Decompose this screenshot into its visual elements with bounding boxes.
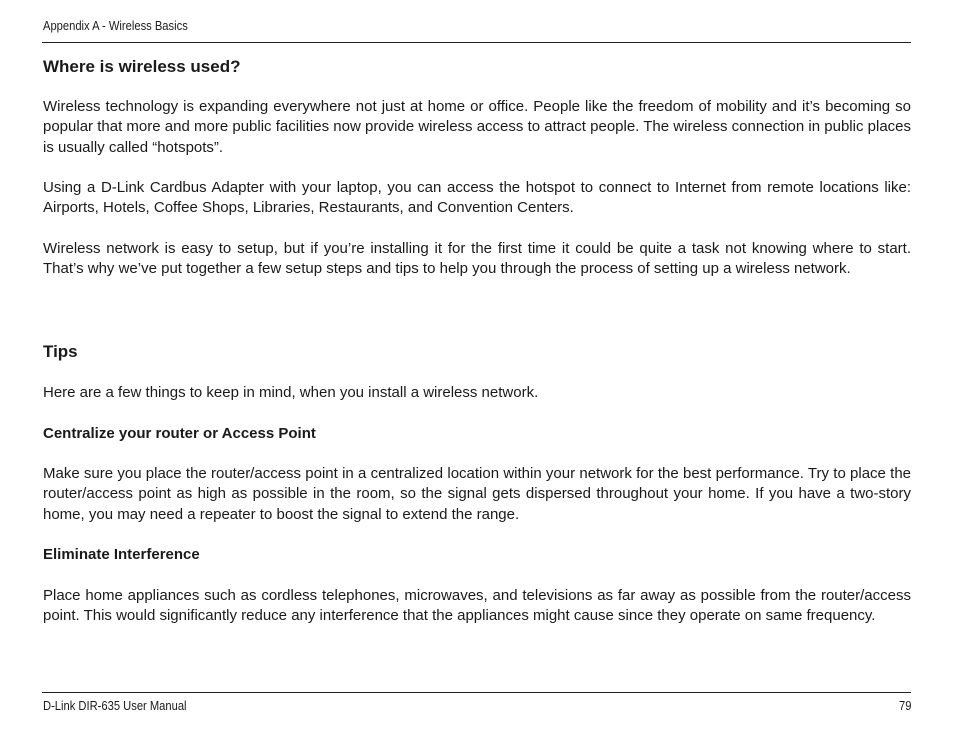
paragraph-wireless-expanding: Wireless technology is expanding everywhere not just at home or office. People like the freedom of mobility and it’s becoming so popular that more and more public facilities now provide wireless access to attract people. The wireless connection in public places is usually called “hotspots”. (43, 98, 911, 156)
heading-interference: Eliminate Interference (43, 546, 200, 563)
running-header: Appendix A - Wireless Basics (43, 18, 188, 33)
paragraph-tips-intro: Here are a few things to keep in mind, when you install a wireless network. (43, 384, 539, 401)
paragraph-setup-intro: Wireless network is easy to setup, but if you’re installing it for the first time it could be quite a task not knowing where to start. That’s why we’ve put together a few setup steps and tips to help you through the process of setting up a wireless network. (43, 240, 911, 278)
page-number: 79 (898, 698, 911, 713)
paragraph-centralize: Make sure you place the router/access point in a centralized location within your network for the best performance. Try to place the router/access point as high as possible in the room, so the signal gets dispersed throughout your home. If you have a two-story home, you may need a repeater to boost the signal to extend the range. (43, 465, 911, 523)
footer-manual-title: D-Link DIR-635 User Manual (43, 698, 187, 713)
heading-tips: Tips (43, 342, 78, 361)
paragraph-hotspot-access: Using a D-Link Cardbus Adapter with your laptop, you can access the hotspot to connect to Internet from remote locations like: Airports, Hotels, Coffee Shops, Libraries, Restaurants, and Convention Centers. (43, 179, 911, 217)
header-divider (42, 42, 911, 43)
footer-divider (42, 692, 911, 693)
heading-centralize: Centralize your router or Access Point (43, 425, 316, 442)
paragraph-interference: Place home appliances such as cordless telephones, microwaves, and televisions as far away as possible from the router/access point. This would significantly reduce any interference that the appliances might cause since they operate on same frequency. (43, 587, 911, 625)
heading-where-used: Where is wireless used? (43, 57, 241, 76)
